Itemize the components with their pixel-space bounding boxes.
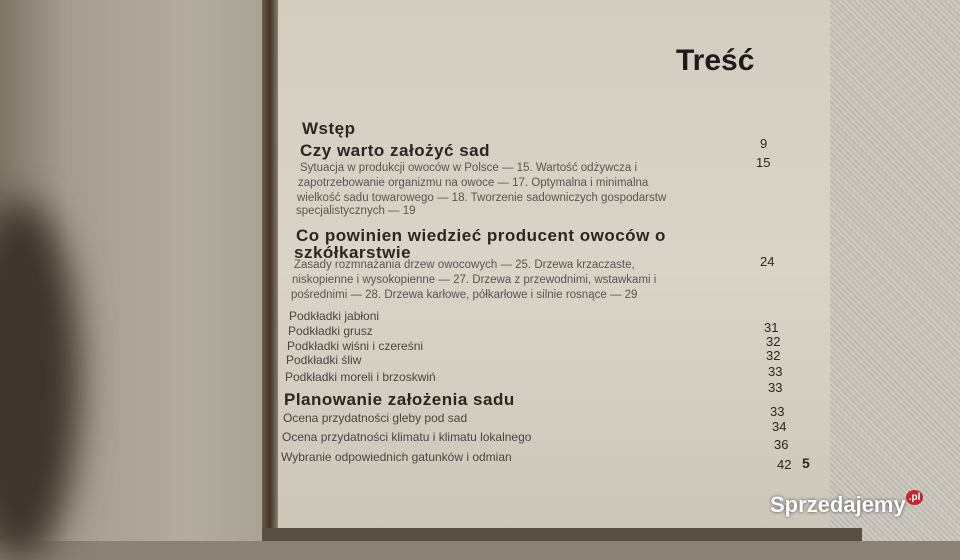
watermark-name: Sprzedajemy: [770, 492, 906, 517]
toc-entry: Podkładki jabłoni: [289, 309, 380, 323]
toc-page-number: 31: [764, 320, 779, 335]
toc-entry: Ocena przydatności klimatu i klimatu lokalnego: [282, 430, 532, 444]
watermark: [770, 492, 923, 518]
toc-entry: niskopienne i wysokopienne — 27. Drzewa z przewodnimi, wstawkami i: [292, 274, 657, 286]
toc-entry: Podkładki grusz: [288, 324, 373, 338]
toc-page-number: 36: [774, 437, 789, 452]
toc-entry: Czy warto założyć sad: [300, 141, 491, 160]
book-gutter: [262, 0, 278, 541]
toc-page-number: 24: [760, 254, 775, 269]
folio: 5: [802, 455, 810, 471]
toc-entry: Sytuacja w produkcji owoców w Polsce — 15. Wartość odżywcza i: [300, 162, 638, 174]
toc-page-number: 42: [777, 457, 792, 472]
toc-entry: zapotrzebowanie organizmu na owoce — 17. Optymalna i minimalna: [298, 177, 649, 189]
toc-entry: Podkładki moreli i brzoskwiń: [285, 370, 436, 384]
toc-entry: Planowanie założenia sadu: [284, 390, 515, 409]
toc-entry: Wstęp: [302, 119, 356, 138]
toc-entry: Co powinien wiedzieć producent owoców o: [296, 226, 666, 245]
toc-entry: specjalistycznych — 19: [296, 205, 416, 217]
toc-page-number: 32: [766, 348, 781, 363]
toc-page-number: 33: [770, 404, 785, 419]
toc-entry: wielkość sadu towarowego — 18. Tworzenie sadowniczych gospodarstw: [297, 192, 667, 204]
toc-entry: Zasady rozmnażania drzew owocowych — 25. Drzewa krzaczaste,: [294, 259, 635, 271]
toc-page-number: 33: [768, 380, 783, 395]
toc-page-number: 34: [772, 419, 787, 434]
toc-page-number: 33: [768, 364, 783, 379]
toc-entry: Podkładki wiśni i czereśni: [287, 339, 424, 353]
toc-entry: Wybranie odpowiednich gatunków i odmian: [281, 450, 512, 464]
toc-page-number: 15: [756, 155, 771, 170]
toc-entry: Podkładki śliw: [286, 353, 362, 367]
toc-entry: szkółkarstwie: [294, 243, 412, 262]
toc-page-number: 32: [766, 334, 781, 349]
watermark-suffix: .pl: [906, 490, 924, 505]
toc-page-number: 9: [760, 136, 768, 151]
page-title: Treść: [676, 44, 755, 77]
tablecloth: [830, 0, 960, 541]
toc-entry: pośrednimi — 28. Drzewa karłowe, półkarłowe i silnie rosnące — 29: [291, 289, 638, 301]
toc-entry: Ocena przydatności gleby pod sad: [283, 411, 468, 425]
book-edge: [262, 528, 862, 541]
